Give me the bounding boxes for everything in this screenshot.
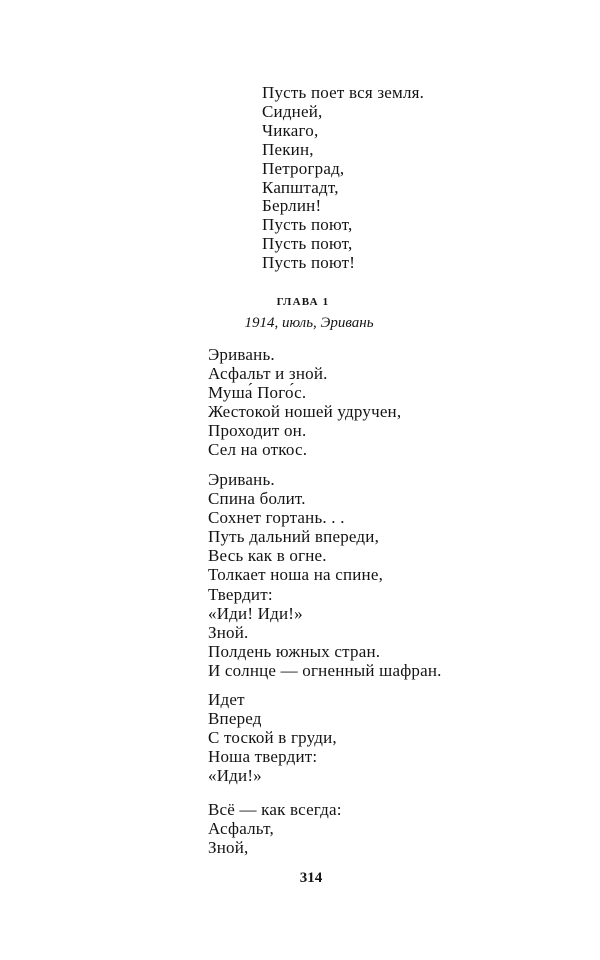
chapter-subtitle: 1914, июль, Эривань <box>244 315 374 331</box>
stanza-3 <box>208 690 337 785</box>
poem-line: Муша́ Пого́с. <box>208 383 307 403</box>
poem-line: Спина болит. <box>208 489 306 509</box>
poem-line: Чикаго, <box>262 120 319 140</box>
poem-line: Сел на откос. <box>208 440 308 460</box>
poem-line: Пусть поет вся земля. <box>262 83 425 102</box>
poem-line: Толкает ноша на спине, <box>208 565 384 585</box>
stanza-4 <box>208 800 342 857</box>
poem-line: Проходит он. <box>208 421 307 441</box>
poem-line: Зной. <box>208 622 249 642</box>
poem-line: Твердит: <box>208 584 273 604</box>
poem-line: Сохнет гортань. . . <box>208 508 345 528</box>
poem-line: Всё — как всегда: <box>208 800 342 819</box>
page-number: 314 <box>299 870 323 886</box>
poem-line: Пусть поют, <box>262 215 353 235</box>
poem-line: Полдень южных стран. <box>208 641 381 661</box>
poem-line: Пусть поют, <box>262 234 353 254</box>
poem-line: Пекин, <box>262 139 314 159</box>
poem-line: Сидней, <box>262 101 323 121</box>
poem-line: «Иди!» <box>208 766 262 786</box>
poem-line: Берлин! <box>262 196 322 216</box>
poem-line: И солнце — огненный шафран. <box>208 660 442 680</box>
intro-stanza <box>262 84 424 273</box>
poem-line: С тоской в груди, <box>208 728 337 748</box>
poem-line: Эривань. <box>208 345 275 364</box>
poem-line: Петроград, <box>262 158 345 178</box>
poem-line: Капштадт, <box>262 177 339 197</box>
poem-line: «Иди! Иди!» <box>208 603 303 623</box>
stanza-2 <box>208 470 442 680</box>
poem-line: Вперед <box>208 709 262 729</box>
poem-line: Весь как в огне. <box>208 546 327 566</box>
poem-line: Эривань. <box>208 470 275 489</box>
chapter-title: ГЛАВА 1 <box>276 296 330 308</box>
poem-line: Идет <box>208 690 245 709</box>
stanza-1 <box>208 345 401 460</box>
poem-line: Ноша твердит: <box>208 747 318 767</box>
poem-line: Жестокой ношей удручен, <box>208 402 402 422</box>
poem-line: Асфальт, <box>208 819 274 839</box>
poem-line: Асфальт и зной. <box>208 364 328 384</box>
poem-line: Зной, <box>208 838 249 858</box>
poem-line: Пусть поют! <box>262 253 356 273</box>
poem-line: Путь дальний впереди, <box>208 527 380 547</box>
